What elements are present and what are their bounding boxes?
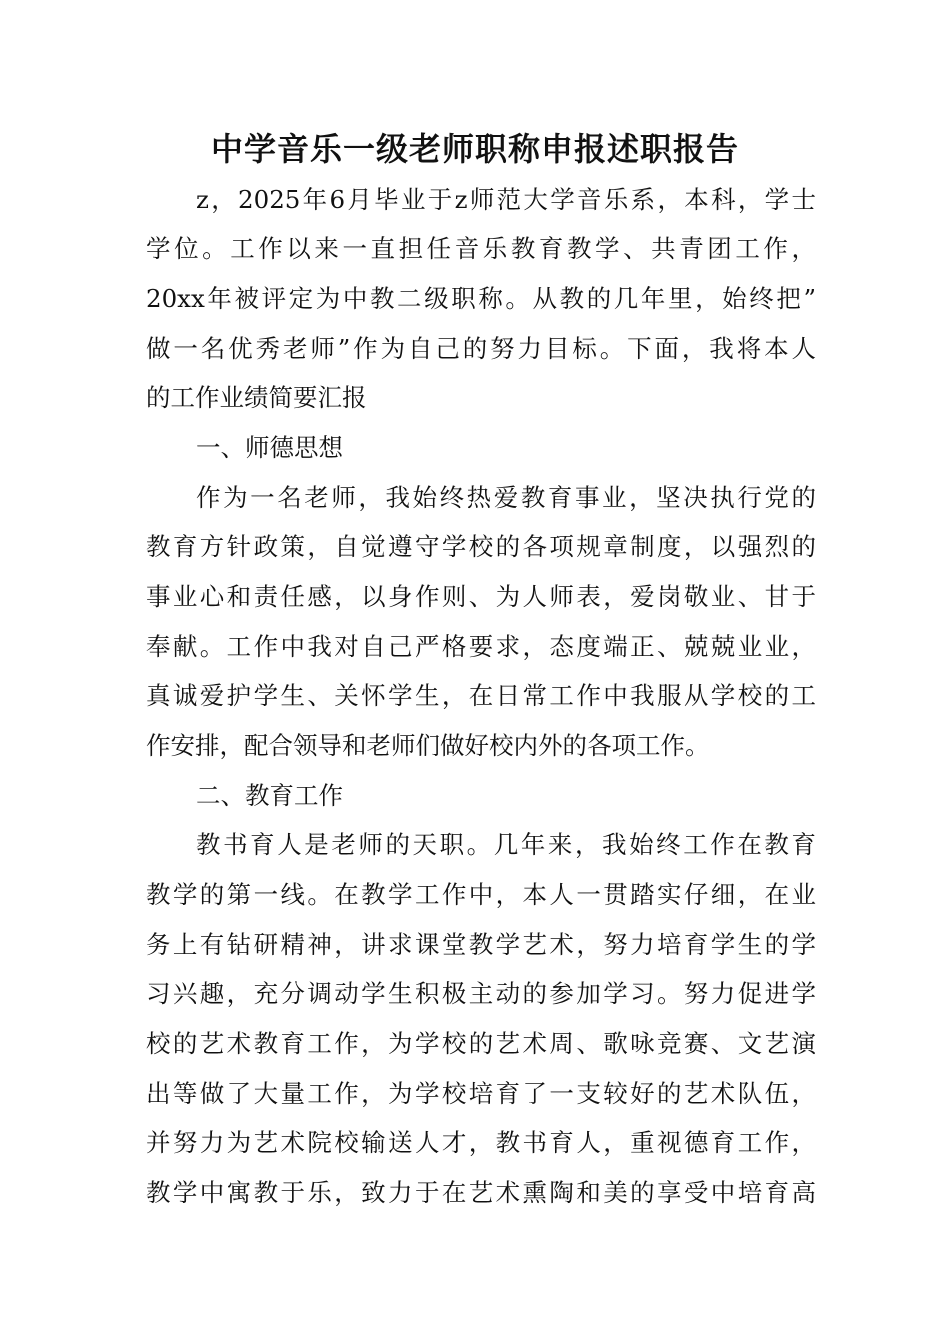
intro-line: z，2025年6月毕业于z师范大学音乐系，本科，学士 (196, 185, 816, 214)
section2-line: 教学的第一线。在教学工作中，本人一贯踏实仔细，在业 (146, 880, 816, 909)
section2-line: 出等做了大量工作，为学校培育了一支较好的艺术队伍， (146, 1079, 816, 1108)
section1-line: 作为一名老师，我始终热爱教育事业，坚决执行党的 (196, 483, 816, 512)
section1-line: 奉献。工作中我对自己严格要求，态度端正、兢兢业业， (146, 632, 816, 661)
section2-line: 习兴趣，充分调动学生积极主动的参加学习。努力促进学 (146, 979, 816, 1008)
document-title: 中学音乐一级老师职称申报述职报告 (210, 130, 739, 168)
section1-line: 教育方针政策，自觉遵守学校的各项规章制度，以强烈的 (146, 532, 816, 561)
section1-line: 真诚爱护学生、关怀学生，在日常工作中我服从学校的工 (146, 681, 816, 710)
section2-line: 教书育人是老师的天职。几年来，我始终工作在教育 (196, 830, 816, 859)
intro-line: 20xx年被评定为中教二级职称。从教的几年里，始终把” (146, 284, 816, 313)
section-heading: 二、教育工作 (196, 781, 343, 810)
section2-line: 校的艺术教育工作，为学校的艺术周、歌咏竞赛、文艺演 (146, 1029, 816, 1058)
section2-line: 教学中寓教于乐，致力于在艺术熏陶和美的享受中培育高 (146, 1178, 816, 1207)
intro-line: 的工作业绩简要汇报 (146, 383, 367, 412)
section2-line: 务上有钻研精神，讲求课堂教学艺术，努力培育学生的学 (146, 930, 816, 959)
section2-line: 并努力为艺术院校输送人才，教书育人，重视德育工作， (146, 1128, 816, 1157)
section-heading: 一、师德思想 (196, 433, 343, 462)
intro-line: 做一名优秀老师”作为自己的努力目标。下面，我将本人 (146, 334, 816, 363)
section1-line: 作安排，配合领导和老师们做好校内外的各项工作。 (146, 731, 710, 760)
section1-line: 事业心和责任感，以身作则、为人师表，爱岗敬业、甘于 (146, 582, 816, 611)
intro-line: 学位。工作以来一直担任音乐教育教学、共青团工作， (146, 234, 816, 263)
